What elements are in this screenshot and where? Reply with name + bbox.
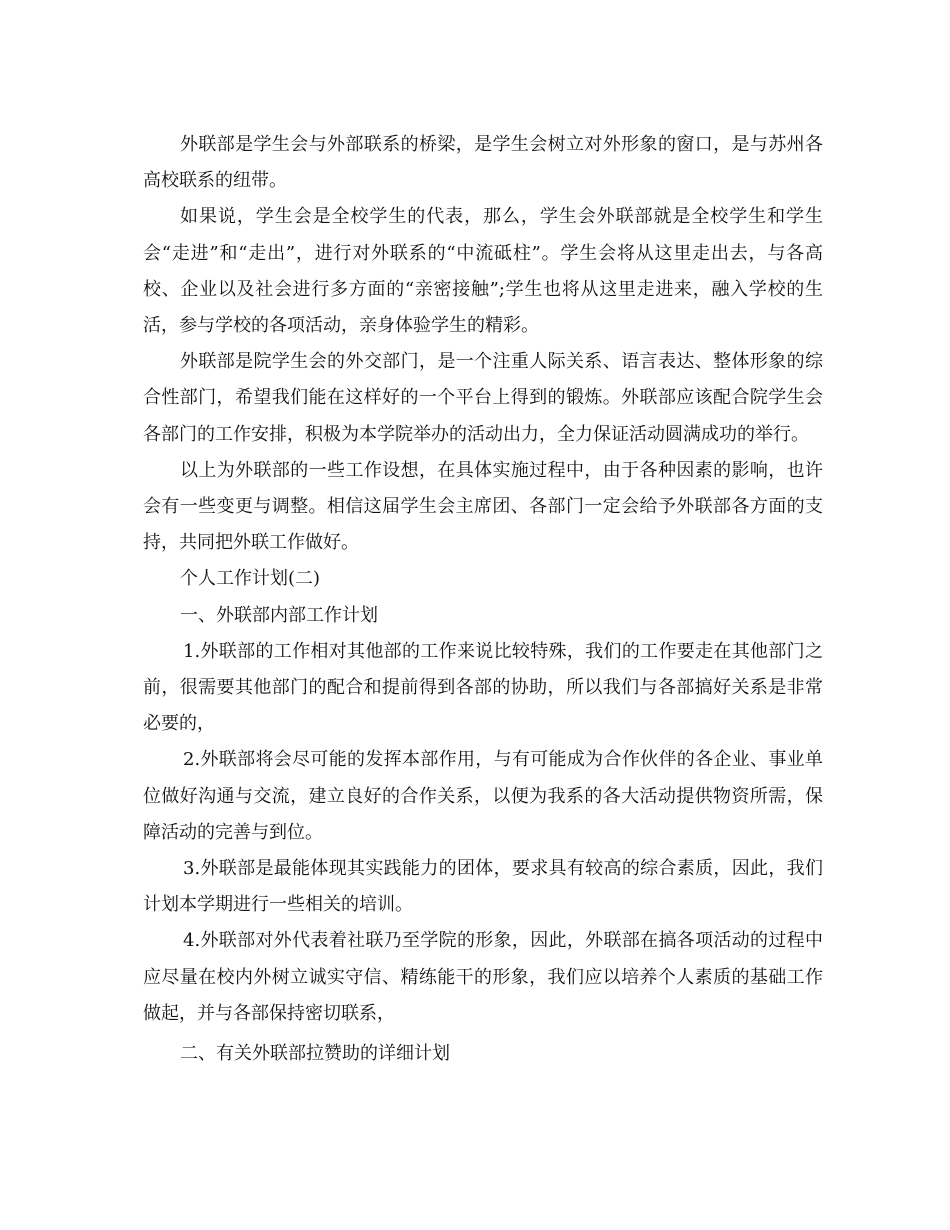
heading-internal-plan: 一、外联部内部工作计划 bbox=[180, 604, 378, 626]
paragraph-intro: 外联部是学生会与外部联系的桥梁，是学生会树立对外形象的窗口，是与苏州各高校联系的纽带。 bbox=[143, 134, 823, 192]
list-item-3: 3.外联部是最能体现其实践能力的团体，要求具有较高的综合素质，因此，我们计划本学期进行一些相关的培训。 bbox=[143, 858, 823, 916]
list-item-2: 2.外联部将会尽可能的发挥本部作用，与有可能成为合作伙伴的各企业、事业单位做好沟通与交流，建立良好的合作关系，以便为我系的各大活动提供物资所需，保障活动的完善与到位。 bbox=[143, 749, 823, 843]
paragraph-foreign-affairs: 外联部是院学生会的外交部门，是一个注重人际关系、语言表达、整体形象的综合性部门，希望我们能在这样好的一个平台上得到的锻炼。外联部应该配合院学生会各部门的工作安排，积极为本学院举办的活动出力，全力保证活动圆满成功的举行。 bbox=[143, 351, 823, 445]
paragraph-summary: 以上为外联部的一些工作设想，在具体实施过程中，由于各种因素的影响，也许会有一些变更与调整。相信这届学生会主席团、各部门一定会给予外联部各方面的支持，共同把外联工作做好。 bbox=[143, 459, 823, 554]
list-item-1: 1.外联部的工作相对其他部的工作来说比较特殊，我们的工作要走在其他部门之前，很需要其他部门的配合和提前得到各部的协助，所以我们与各部搞好关系是非常必要的， bbox=[143, 640, 823, 735]
document-body bbox=[143, 127, 823, 1072]
section-title-plan-two: 个人工作计划(二) bbox=[180, 568, 321, 590]
list-item-4: 4.外联部对外代表着社联乃至学院的形象，因此，外联部在搞各项活动的过程中应尽量在校内外树立诚实守信、精练能干的形象，我们应以培养个人素质的基础工作做起，并与各部保持密切联系， bbox=[143, 930, 823, 1024]
paragraph-representative: 如果说，学生会是全校学生的代表，那么，学生会外联部就是全校学生和学生会“走进”和“走出”，进行对外联系的“中流砥柱”。学生会将从这里走出去，与各高校、企业以及社会进行多方面的“亲密接触”;学生也将从这里走进来，融入学校的生活，参与学校的各项活动，亲身体验学生的精彩。 bbox=[143, 206, 823, 337]
heading-sponsorship-plan: 二、有关外联部拉赞助的详细计划 bbox=[180, 1043, 450, 1065]
